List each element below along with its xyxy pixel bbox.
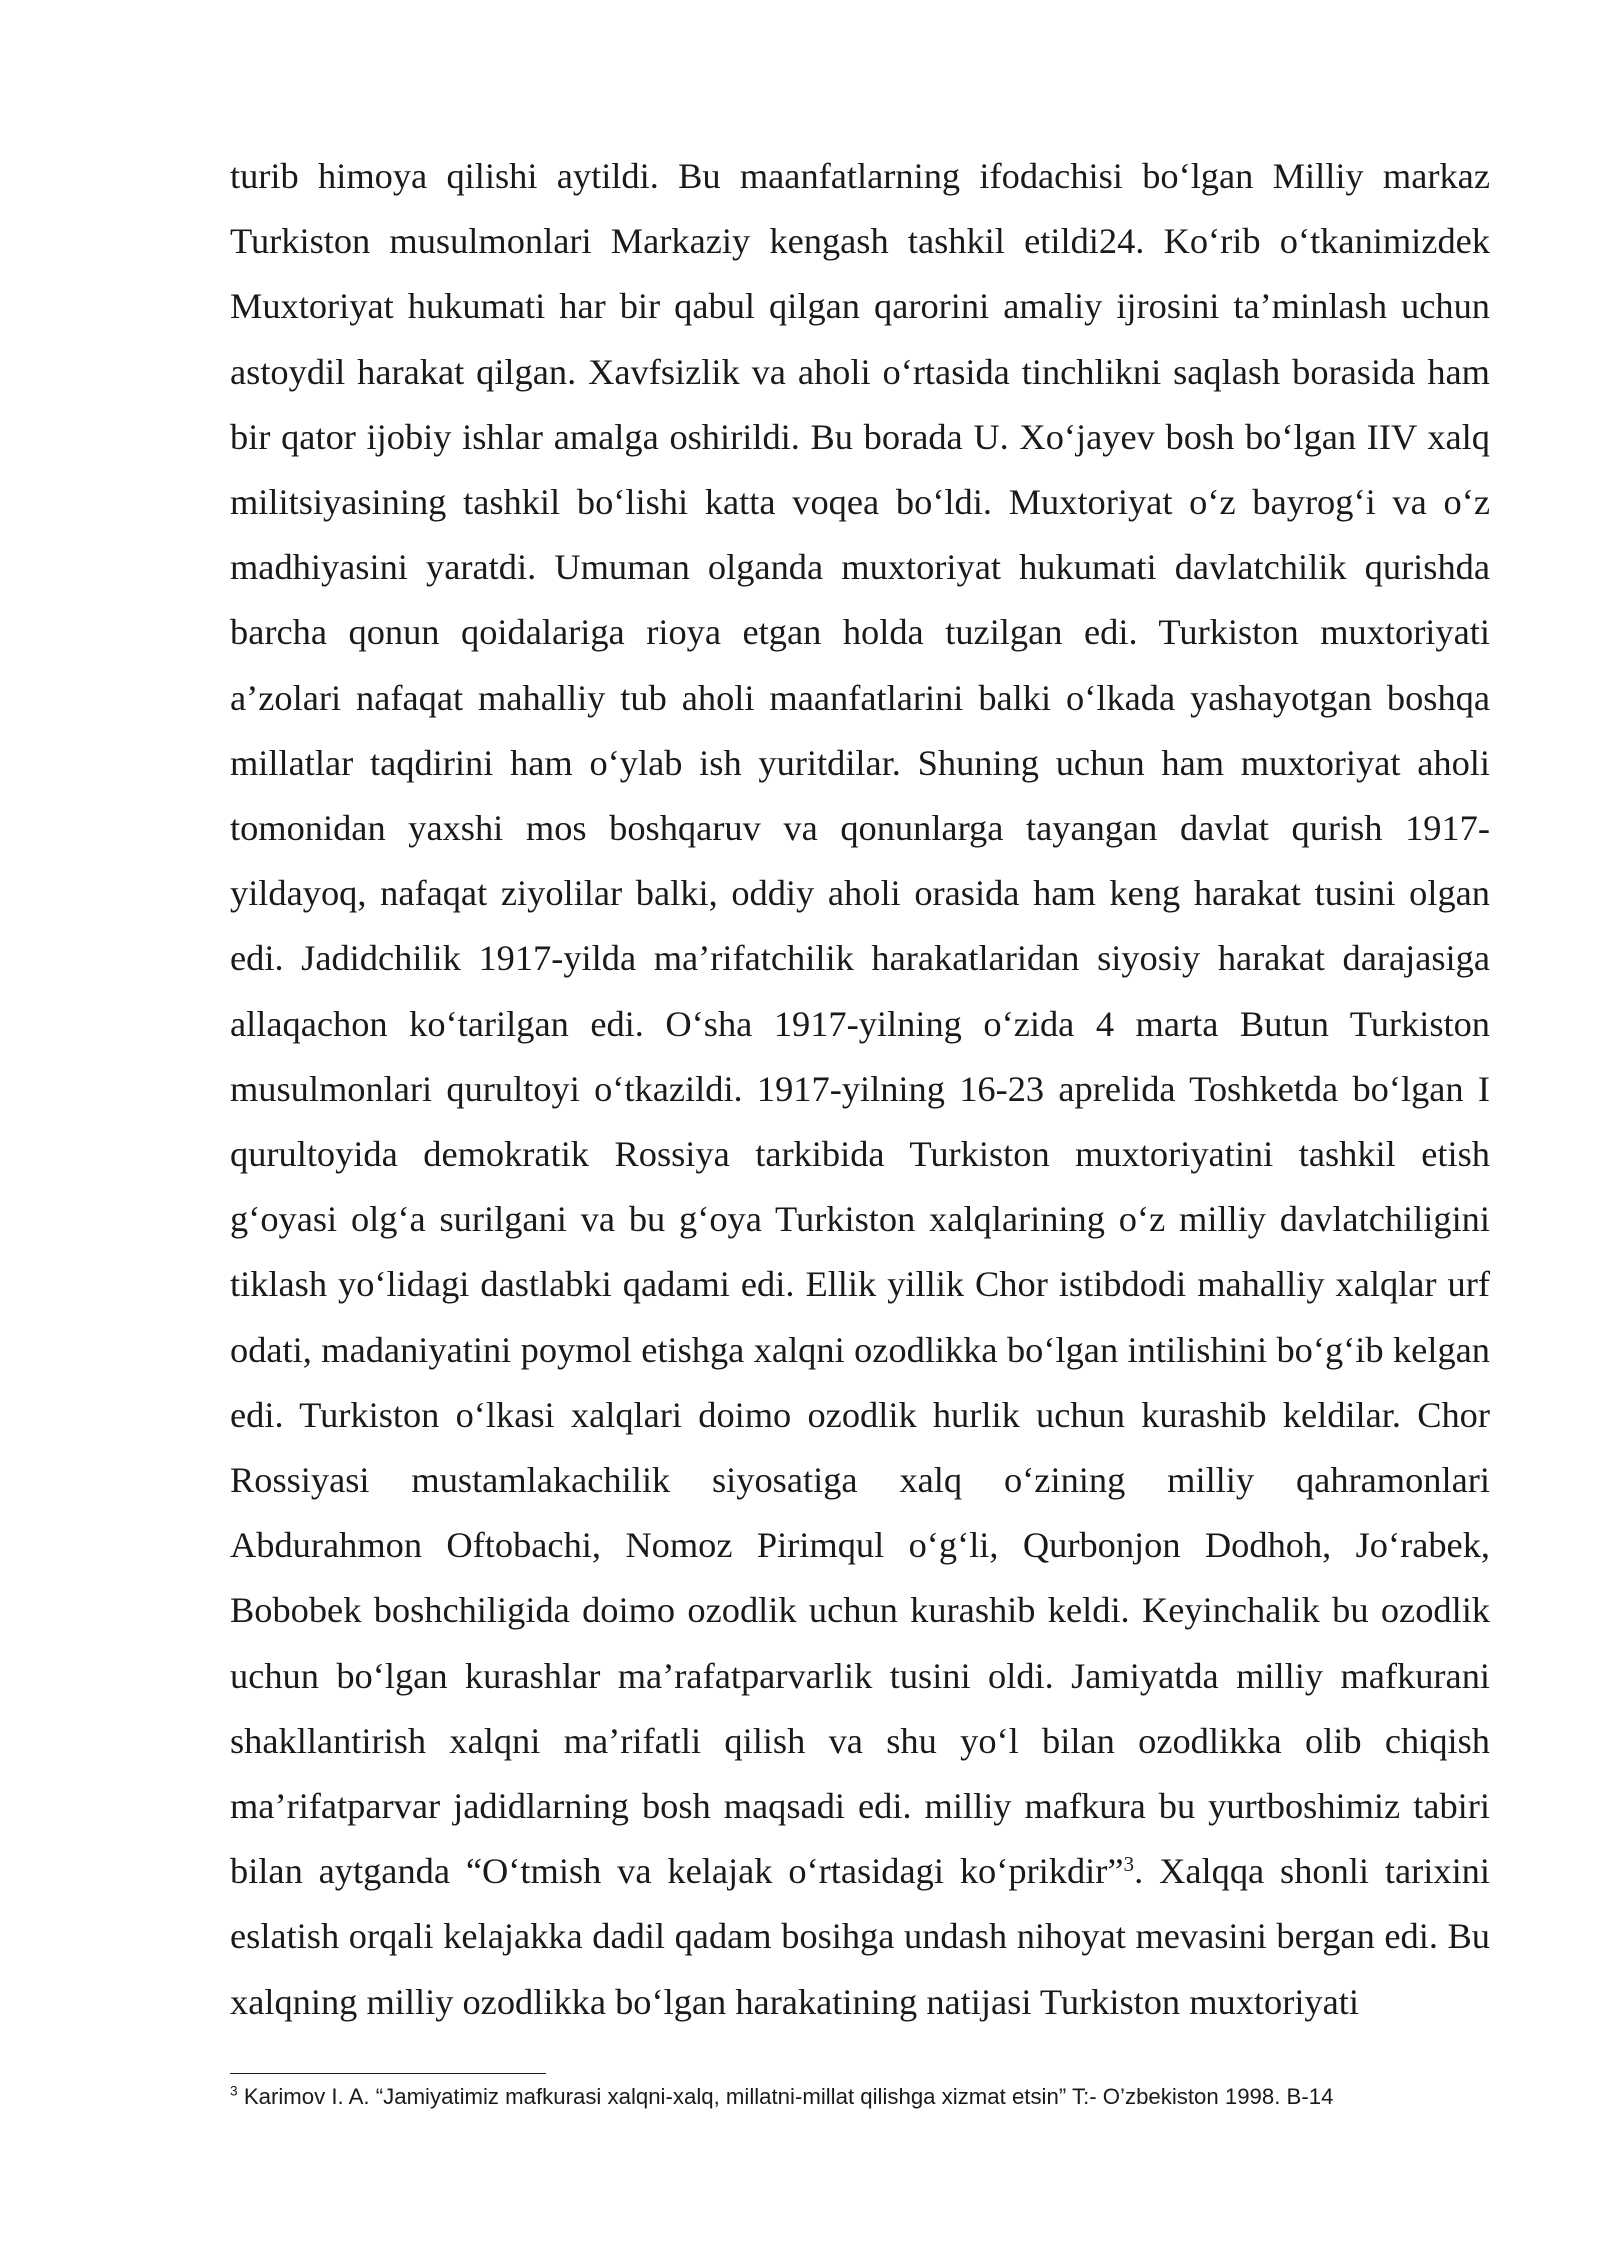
footnote-text: Karimov I. A. “Jamiyatimiz mafkurasi xalqni-xalq, millatni-millat qilishga xizmat etsin” T:- O’zbekiston 1998. B-14 bbox=[237, 2084, 1334, 2109]
footnote bbox=[230, 2082, 1530, 2112]
body-text-part-1: turib himoya qilishi aytildi. Bu maanfatlarning ifodachisi bo‘lgan Milliy markaz Turkiston musulmonlari Markaziy kengash tashkil etildi24. Ko‘rib o‘tkanimizdek Muxtoriyat hukumati har bir qabul qilgan qarorini amaliy ijrosini ta’minlash uchun astoydil harakat qilgan. Xavfsizlik va aholi o‘rtasida tinchlikni saqlash borasida ham bir qator ijobiy ishlar amalga oshirildi. Bu borada U. Xo‘jayev bosh bo‘lgan IIV xalq militsiyasining tashkil bo‘lishi katta voqea bo‘ldi. Muxtoriyat o‘z bayrog‘i va o‘z madhiyasini yaratdi. Umuman olganda muxtoriyat hukumati davlatchilik qurishda barcha qonun qoidalariga rioya etgan holda tuzilgan edi. Turkiston muxtoriyati a’zolari nafaqat mahalliy tub aholi maanfatlarini balki o‘lkada yashayotgan boshqa millatlar taqdirini ham o‘ylab ish yuritdilar. Shuning uchun ham muxtoriyat aholi tomonidan yaxshi mos boshqaruv va qonunlarga tayangan davlat qurish 1917-yildayoq, nafaqat ziyolilar balki, oddiy aholi orasida ham keng harakat tusini olgan edi. Jadidchilik 1917-yilda ma’rifatchilik harakatlaridan siyosiy harakat darajasiga allaqachon ko‘tarilgan edi. O‘sha 1917-yilning o‘zida 4 marta Butun Turkiston musulmonlari qurultoyi o‘tkazildi. 1917-yilning 16-23 aprelida Toshketda bo‘lgan I qurultoyida demokratik Rossiya tarkibida Turkiston muxtoriyatini tashkil etish g‘oyasi olg‘a surilgani va bu g‘oya Turkiston xalqlarining o‘z milliy davlatchiligini tiklash yo‘lidagi dastlabki qadami edi. Ellik yillik Chor istibdodi mahalliy xalqlar urf odati, madaniyatini poymol etishga xalqni ozodlikka bo‘lgan intilishini bo‘g‘ib kelgan edi. Turkiston o‘lkasi xalqlari doimo ozodlik hurlik uchun kurashib keldilar. Chor Rossiyasi mustamlakachilik siyosatiga xalq o‘zining milliy qahramonlari Abdurahmon Oftobachi, Nomoz Pirimqul o‘g‘li, Qurbonjon Dodhoh, Jo‘rabek, Bobobek boshchiligida doimo ozodlik uchun kurashib keldi. Keyinchalik bu ozodlik uchun bo‘lgan kurashlar ma’rafatparvarlik tusini oldi. Jamiyatda milliy mafkurani shakllantirish xalqni ma’rifatli qilish va shu yo‘l bilan ozodlikka olib chiqish ma’rifatparvar jadidlarning bosh maqsadi edi. milliy mafkura bu yurtboshimiz tabiri bilan aytganda “O‘tmish va kelajak o‘rtasidagi ko‘prikdir” bbox=[230, 156, 1490, 1892]
footnote-separator bbox=[230, 2073, 546, 2074]
footnote-reference[interactable]: 3 bbox=[1123, 1852, 1135, 1877]
footnote-number: 3 bbox=[230, 2083, 238, 2099]
body-text-part-2: . Xalqqa shonli tarixini eslatish orqali kelajakka dadil qadam bosihga undash nihoyat mevasini bergan edi. Bu xalqning milliy ozodlikka bo‘lgan harakatining natijasi Turkiston muxtoriyati bbox=[230, 1851, 1490, 2022]
body-paragraph bbox=[230, 144, 1490, 2035]
